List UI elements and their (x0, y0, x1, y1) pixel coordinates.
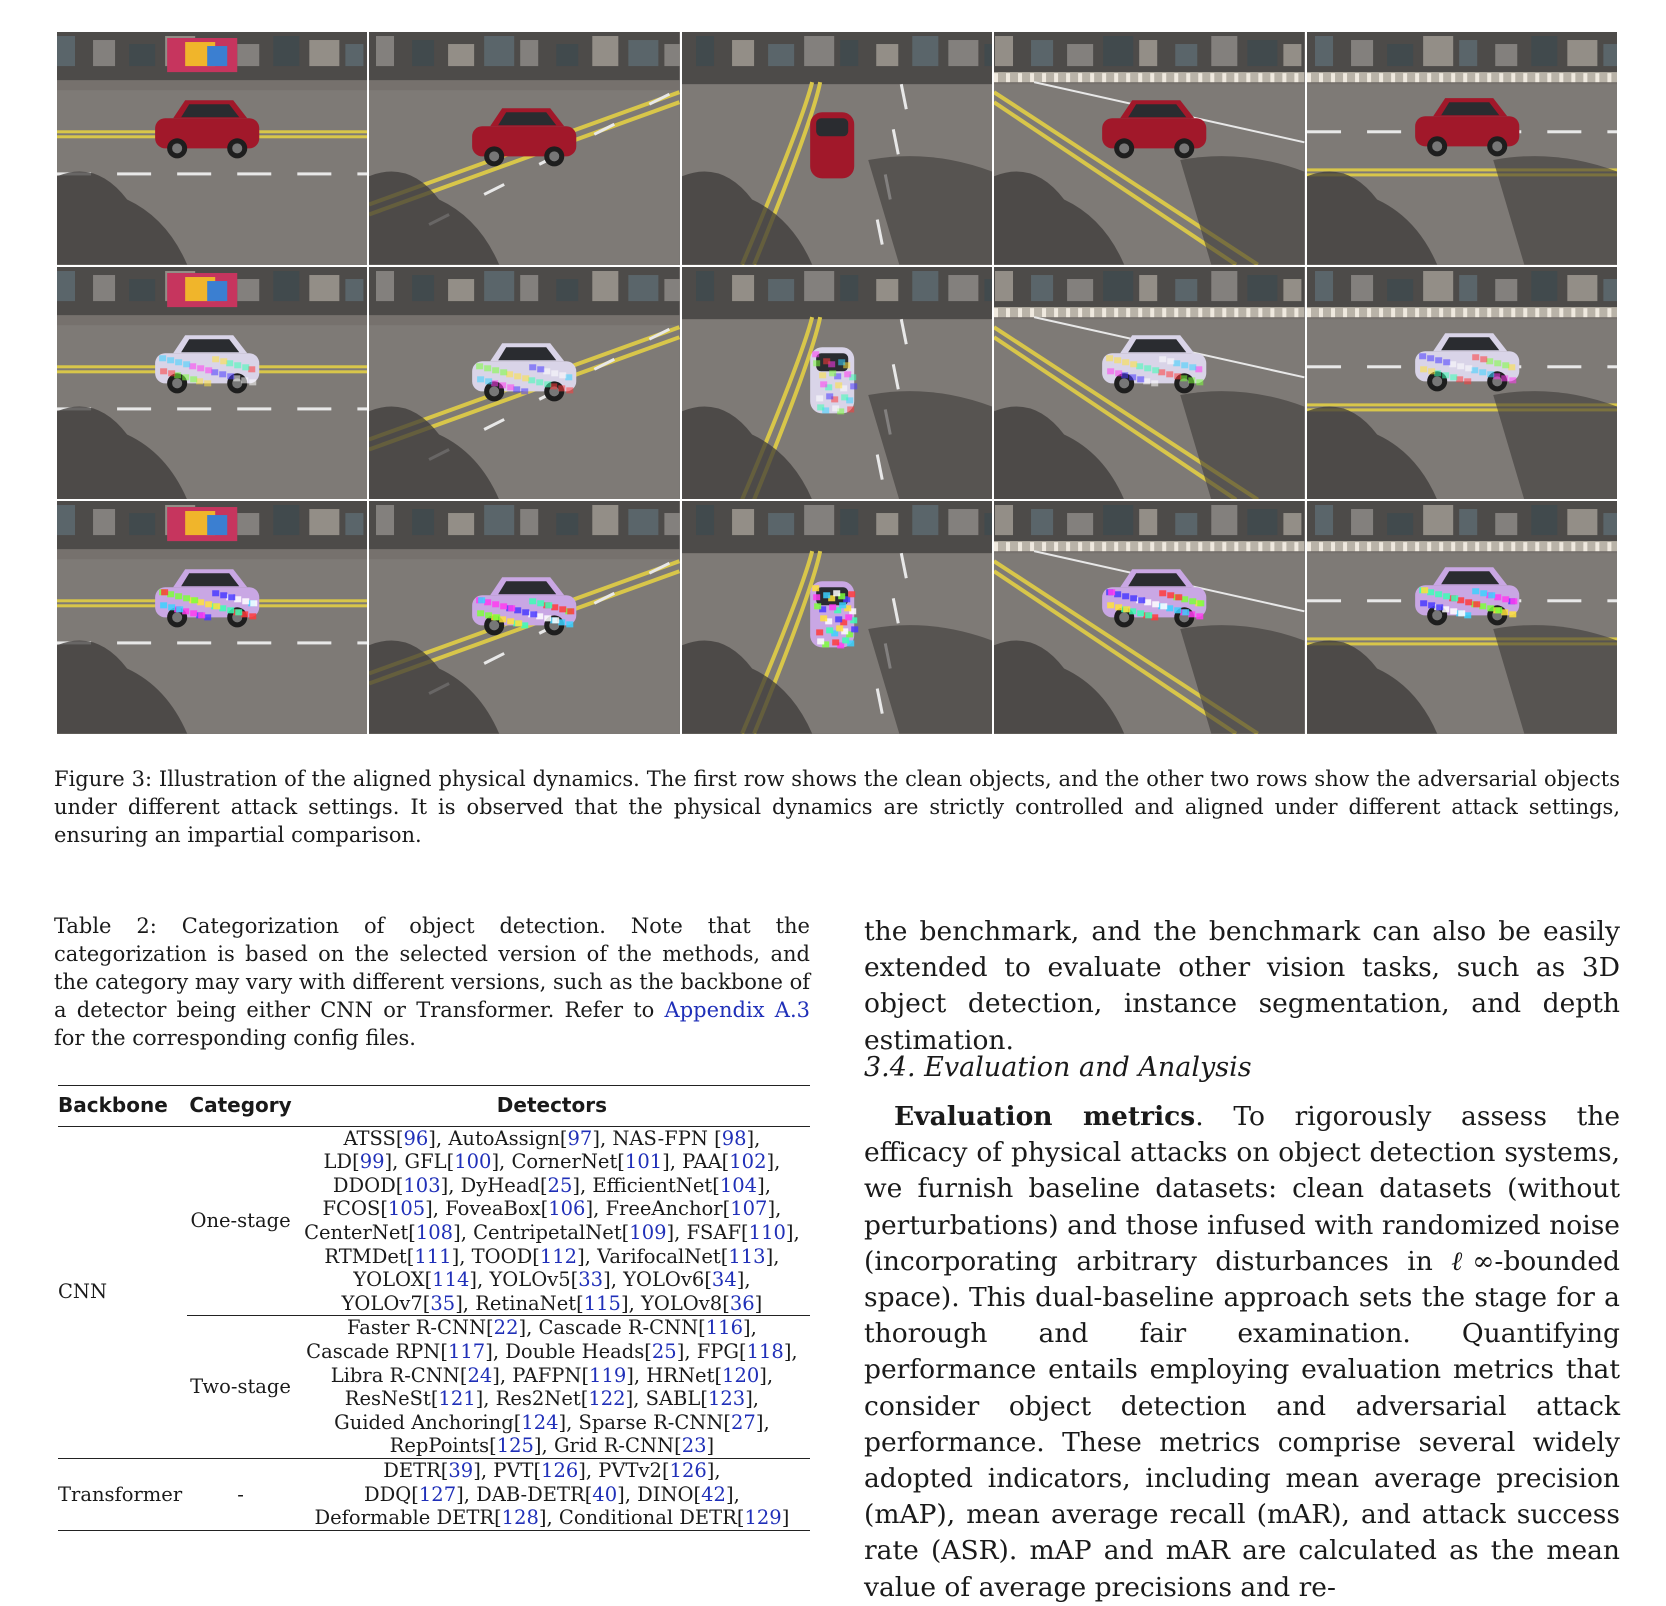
citation-link[interactable]: 97 (567, 1126, 593, 1150)
citation-link[interactable]: 115 (583, 1291, 621, 1315)
section-heading: 3.4. Evaluation and Analysis (864, 1052, 1252, 1083)
detector-name: Cascade R-CNN (538, 1316, 699, 1340)
detector-name: ResNeSt (344, 1387, 431, 1411)
detector-name: YOLOv5 (489, 1268, 571, 1292)
scene-adversarial-2-rear-quarter (369, 501, 679, 734)
detectors-cell: ResNeSt[121], Res2Net[122], SABL[123], (344, 1387, 759, 1411)
detector-name: CentripetalNet (473, 1220, 622, 1244)
citation-link[interactable]: 98 (721, 1126, 747, 1150)
detector-name: LD (323, 1150, 353, 1174)
scene-adversarial-2-front-quarter (994, 501, 1304, 734)
detectors-cell: RepPoints[125], Grid R-CNN[23] (389, 1434, 715, 1458)
citation-link[interactable]: 110 (748, 1220, 786, 1244)
detectors-cell: FCOS[105], FoveaBox[106], FreeAnchor[107], (322, 1197, 782, 1221)
detectors-cell: Deformable DETR[128], Conditional DETR[129] (314, 1506, 790, 1530)
detectors-cell: DDQ[127], DAB-DETR[40], DINO[42], (364, 1482, 740, 1506)
detectors-cell: Cascade RPN[117], Double Heads[25], FPG[118], (306, 1339, 798, 1363)
citation-link[interactable]: 120 (722, 1363, 760, 1387)
detector-name: RetinaNet (475, 1291, 577, 1315)
detector-categorization-table (58, 1085, 810, 1531)
citation-link[interactable]: 111 (414, 1244, 452, 1268)
detector-name: RepPoints (389, 1434, 490, 1458)
scene-adversarial-1-front-quarter (994, 267, 1304, 500)
table-caption (54, 912, 810, 1052)
citation-link[interactable]: 126 (669, 1458, 707, 1482)
detector-name: Libra R-CNN (330, 1363, 460, 1387)
table-row (58, 1126, 810, 1150)
detector-name: VarifocalNet (597, 1244, 721, 1268)
citation-link[interactable]: 106 (548, 1197, 586, 1221)
detector-name: GFL (404, 1150, 447, 1174)
intro-paragraph: the benchmark, and the benchmark can also be easily extended to evaluate other vision tasks, such as 3D object detection, instance segmentation, and depth estimation. (864, 916, 1620, 1056)
detector-name: Guided Anchoring (334, 1410, 514, 1434)
detector-name: PVTv2 (598, 1458, 662, 1482)
detector-name: Cascade RPN (306, 1339, 441, 1363)
citation-link[interactable]: 117 (447, 1339, 486, 1363)
detector-name: PVT (493, 1458, 534, 1482)
header-detectors: Detectors (496, 1093, 607, 1117)
figure-caption: Figure 3: Illustration of the aligned physical dynamics. The first row shows the clean objects, and the other two rows show the adversarial objects under different attack settings. It is observed that the physical dynamics are strictly controlled and aligned under different attack settings, ensuring an impartial comparison. (54, 767, 1620, 847)
citation-link[interactable]: 107 (730, 1197, 768, 1221)
citation-link[interactable]: 100 (454, 1150, 492, 1174)
citation-link[interactable]: 25 (547, 1173, 573, 1197)
paragraph-text-2: -bounded space). This dual-baseline approach sets the stage for a thorough and fair examination. Quantifying performance entails employing evaluation metrics that consider object detection and adversarial attack performance. These metrics comprise several widely adopted indicators, including mean average precision (mAP), mean average recall (mAR), and attack success rate (ASR). mAP and mAR are calculated as the mean value of average precisions and re- (864, 1245, 1620, 1603)
detector-name: SABL (645, 1387, 701, 1411)
scene-clean-side-far (1307, 32, 1617, 265)
scene-adversarial-2-side-far (1307, 501, 1617, 734)
scene-clean-front-quarter (994, 32, 1304, 265)
detector-name: DAB-DETR (476, 1482, 585, 1506)
appendix-link[interactable]: Appendix A.3 (664, 998, 810, 1022)
citation-link[interactable]: 40 (592, 1482, 618, 1506)
detector-name: PAFPN (512, 1363, 582, 1387)
detector-name: DETR (383, 1458, 441, 1482)
citation-link[interactable]: 108 (415, 1220, 454, 1244)
detectors-cell: YOLOv7[35], RetinaNet[115], YOLOv8[36] (341, 1291, 763, 1315)
citation-link[interactable]: 118 (746, 1339, 784, 1363)
category-cell: One-stage (190, 1209, 291, 1233)
detector-name: NAS-FPN (612, 1126, 715, 1150)
header-category: Category (189, 1093, 292, 1117)
detector-name: Grid R-CNN (553, 1434, 675, 1458)
figure-image-grid (57, 32, 1617, 734)
detector-name: YOLOv8 (640, 1291, 723, 1315)
detector-name: Res2Net (495, 1387, 581, 1411)
detector-name: YOLOv7 (341, 1291, 423, 1315)
citation-link[interactable]: 109 (629, 1220, 667, 1244)
detector-name: AutoAssign (448, 1126, 560, 1150)
citation-link[interactable]: 34 (711, 1268, 737, 1292)
detector-name: YOLOv6 (623, 1268, 705, 1292)
detectors-cell: DETR[39], PVT[126], PVTv2[126], (383, 1458, 721, 1482)
detector-name: CenterNet (304, 1220, 409, 1244)
detectors-cell: LD[99], GFL[100], CornerNet[101], PAA[102], (323, 1150, 781, 1174)
citation-link[interactable]: 126 (541, 1458, 579, 1482)
citation-link[interactable]: 128 (501, 1506, 539, 1530)
citation-link[interactable]: 42 (701, 1482, 726, 1506)
citation-link[interactable]: 124 (521, 1410, 559, 1434)
detector-name: ATSS (343, 1126, 396, 1150)
backbone-cell: Transformer (58, 1482, 183, 1506)
linf-norm-math: ℓ∞ (1451, 1245, 1495, 1277)
table-caption-tail: for the corresponding config files. (54, 1026, 416, 1050)
detector-name: FCOS (322, 1197, 381, 1221)
citation-link[interactable]: 105 (387, 1197, 426, 1221)
citation-link[interactable]: 113 (728, 1244, 766, 1268)
scene-adversarial-2-rear (682, 501, 992, 734)
scene-clean-rear-quarter (369, 32, 679, 265)
evaluation-metrics-paragraph (864, 1099, 1620, 1606)
detector-name: DDOD (332, 1173, 396, 1197)
detectors-cell: RTMDet[111], TOOD[112], VarifocalNet[113], (324, 1244, 780, 1268)
detector-name: Double Heads (505, 1339, 645, 1363)
category-cell: Two-stage (190, 1375, 291, 1399)
citation-link[interactable]: 116 (705, 1316, 743, 1340)
detectors-cell: CenterNet[108], CentripetalNet[109], FSAF[110], (304, 1220, 800, 1244)
detector-name: DyHead (460, 1173, 540, 1197)
detectors-cell: DDOD[103], DyHead[25], EfficientNet[104], (332, 1173, 771, 1197)
citation-link[interactable]: 24 (467, 1363, 493, 1387)
citation-link[interactable]: 122 (588, 1387, 626, 1411)
citation-link[interactable]: 39 (448, 1458, 474, 1482)
citation-link[interactable]: 36 (729, 1291, 755, 1315)
detectors-cell: YOLOX[114], YOLOv5[33], YOLOv6[34], (353, 1268, 751, 1292)
scene-adversarial-1-rear-quarter (369, 267, 679, 500)
citation-link[interactable]: 33 (578, 1268, 604, 1292)
detector-name: FSAF (686, 1220, 742, 1244)
backbone-cell: CNN (58, 1280, 108, 1304)
scene-adversarial-1-side (57, 267, 367, 500)
citation-link[interactable]: 96 (403, 1126, 429, 1150)
citation-link[interactable]: 99 (359, 1150, 385, 1174)
detectors-cell: ATSS[96], AutoAssign[97], NAS-FPN [98], (343, 1126, 761, 1150)
detector-name: YOLOX (353, 1268, 425, 1292)
citation-link[interactable]: 125 (496, 1434, 534, 1458)
citation-link[interactable]: 112 (539, 1244, 578, 1268)
citation-link[interactable]: 35 (430, 1291, 456, 1315)
citation-link[interactable]: 25 (651, 1339, 677, 1363)
detector-name: DINO (637, 1482, 694, 1506)
scene-adversarial-1-rear (682, 267, 992, 500)
citation-link[interactable]: 104 (719, 1173, 758, 1197)
paragraph-lead: Evaluation metrics (894, 1101, 1196, 1132)
detectors-cell: Libra R-CNN[24], PAFPN[119], HRNet[120], (330, 1363, 774, 1387)
detector-name: FoveaBox (445, 1197, 541, 1221)
citation-link[interactable]: 23 (681, 1434, 707, 1458)
detector-name: EfficientNet (592, 1173, 713, 1197)
citation-link[interactable]: 22 (493, 1316, 519, 1340)
table-row (58, 1458, 810, 1482)
scene-clean-rear (682, 32, 992, 265)
detector-name: FPG (696, 1339, 739, 1363)
header-backbone: Backbone (58, 1093, 168, 1117)
detector-name: PAA (682, 1150, 722, 1174)
scene-clean-side (57, 32, 367, 265)
detector-name: Sparse R-CNN (578, 1410, 724, 1434)
detector-name: DDQ (364, 1482, 412, 1506)
detector-name: FreeAnchor (605, 1197, 723, 1221)
paragraph-text-1: . To rigorously assess the efficacy of physical attacks on object detection systems, we furnish baseline datasets: clean datasets (without perturbations) and those infused with randomized noise (incorporating arbitrary disturbances in (864, 1101, 1620, 1277)
category-cell: - (237, 1482, 244, 1506)
citation-link[interactable]: 102 (729, 1150, 767, 1174)
scene-adversarial-1-side-far (1307, 267, 1617, 500)
citation-link[interactable]: 101 (624, 1150, 663, 1174)
citation-link[interactable]: 114 (432, 1268, 470, 1292)
scene-adversarial-2-side (57, 501, 367, 734)
citation-link[interactable]: 121 (438, 1387, 476, 1411)
citation-link[interactable]: 129 (744, 1506, 782, 1530)
citation-link[interactable]: 127 (418, 1482, 457, 1506)
citation-link[interactable]: 27 (731, 1410, 756, 1434)
detector-name: HRNet (646, 1363, 715, 1387)
citation-link[interactable]: 103 (403, 1173, 441, 1197)
detectors-cell: Guided Anchoring[124], Sparse R-CNN[27], (334, 1410, 770, 1434)
citation-link[interactable]: 119 (589, 1363, 627, 1387)
detector-name: RTMDet (324, 1244, 407, 1268)
citation-link[interactable]: 123 (707, 1387, 746, 1411)
detector-name: CornerNet (511, 1150, 618, 1174)
detector-name: Deformable DETR (314, 1506, 495, 1530)
detectors-cell: Faster R-CNN[22], Cascade R-CNN[116], (346, 1316, 757, 1340)
detector-name: TOOD (471, 1244, 533, 1268)
table-caption-text: Table 2: Categorization of object detection. Note that the categorization is based on the selected version of the methods, and the category may vary with different versions, such as the backbone of a detector being either CNN or Transformer. Refer to (54, 914, 810, 1022)
detector-name: Faster R-CNN (346, 1316, 487, 1340)
detector-name: Conditional DETR (558, 1506, 737, 1530)
